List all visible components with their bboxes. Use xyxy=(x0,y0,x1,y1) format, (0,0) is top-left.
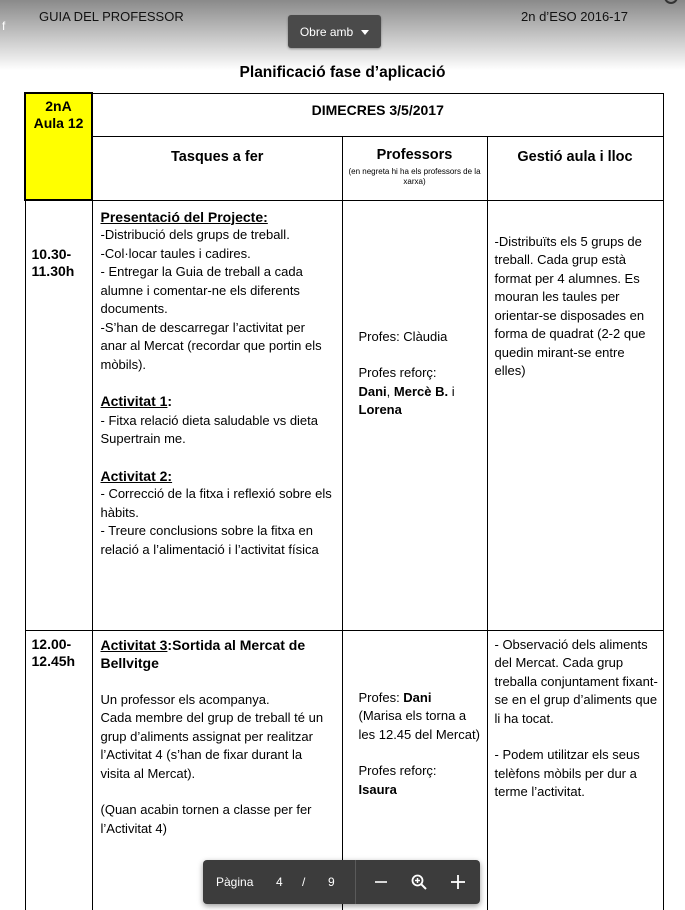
task-text: - Treure conclusions sobre la fitxa en relació a l’alimentació i l’activitat física xyxy=(100,523,319,557)
column-header-teachers-note: (en negreta hi ha els professors de la xarxa) xyxy=(348,167,481,186)
teacher-name: Dani xyxy=(403,689,432,705)
class-name: 2nA xyxy=(45,98,72,114)
zoom-out-button[interactable] xyxy=(369,870,393,894)
time-start: 10.30- xyxy=(31,246,72,262)
teachers-support-label: Profes reforç: xyxy=(358,763,437,778)
page-label: Pàgina xyxy=(216,875,254,889)
task-text: -Col·locar taules i cadires. xyxy=(100,245,251,261)
teachers-support-names xyxy=(359,383,482,420)
column-header-management: Gestió aula i lloc xyxy=(487,136,663,200)
zoom-out-icon xyxy=(374,875,388,889)
task-heading xyxy=(101,392,335,412)
task-text: Cada membre del grup de treball té un grup d’aliments assignat per realitzar l’Activitat 4 (s’han de fixar durant la visita al Mercat). xyxy=(100,710,324,781)
class-cell xyxy=(25,93,92,200)
task-text: -S’han de descarregar l’activitat per anar al Mercat (recordar que portin els mòbils). xyxy=(100,319,322,372)
current-page-number[interactable]: 4 xyxy=(276,875,283,889)
zoom-icon xyxy=(410,873,428,891)
management-text: - Observació dels aliments del Mercat. Cada grup treballa conjuntament fixant-se en el grup d’aliments que li ha tocat. xyxy=(494,636,658,726)
teachers-main xyxy=(359,689,482,708)
time-cell xyxy=(25,200,92,630)
teachers-note: (Marisa els torna a les 12.45 del Mercat) xyxy=(358,708,480,742)
time-end: 11.30h xyxy=(31,263,75,279)
time-start: 12.00- xyxy=(31,635,72,652)
teachers-cell xyxy=(342,200,487,630)
management-text: - Podem utilitzar els seus telèfons mòbils per dur a terme l’activitat. xyxy=(494,747,640,799)
tasks-cell xyxy=(92,200,342,630)
task-heading-underlined: Activitat 1 xyxy=(100,393,168,409)
left-truncated-text: f xyxy=(2,19,6,33)
classroom-name: Aula 12 xyxy=(33,115,84,131)
document-header-right: 2n d’ESO 2016-17 xyxy=(521,9,628,24)
chevron-down-icon xyxy=(361,30,369,35)
pager-divider xyxy=(355,860,356,904)
name-separator: , xyxy=(386,383,394,399)
open-with-label: Obre amb xyxy=(299,24,354,39)
column-header-tasks: Tasques a fer xyxy=(92,136,342,200)
page-navigation-bar xyxy=(203,860,480,904)
day-header: DIMECRES 3/5/2017 xyxy=(92,93,663,136)
zoom-button[interactable] xyxy=(407,870,431,894)
task-text: Un professor els acompanya. xyxy=(100,691,270,707)
name-separator: i xyxy=(448,383,455,399)
zoom-in-button[interactable] xyxy=(446,870,470,894)
column-header-teachers-label: Professors xyxy=(376,146,453,163)
zoom-in-icon xyxy=(450,874,466,890)
task-text: - Fitxa relació dieta saludable vs dieta Supertrain me. xyxy=(100,412,319,446)
viewer-top-bar xyxy=(0,0,685,70)
task-text: -Distribució dels grups de treball. xyxy=(100,227,290,242)
task-text: - Correcció de la fitxa i reflexió sobre els hàbits. xyxy=(100,486,332,520)
support-teacher-name: Lorena xyxy=(358,402,402,417)
teachers-prefix: Profes: xyxy=(358,689,404,705)
task-text: - Entregar la Guia de treball a cada alumne i comentar-ne els diferents documents. xyxy=(100,264,303,316)
page-separator: / xyxy=(302,875,306,889)
support-teacher-name: Mercè B. xyxy=(393,383,449,399)
total-pages: 9 xyxy=(328,875,335,889)
time-end: 12.45h xyxy=(31,652,76,669)
management-cell: -Distribuïts els 5 grups de treball. Cada grup està format per 4 alumnes. Es mouran les taules per orientar-se disposades en forma de quadrat (2-2 que quedin mirant-se entre elles) xyxy=(487,200,663,630)
support-teacher-name: Dani xyxy=(358,383,387,399)
page-title: Planificació fase d’aplicació xyxy=(239,64,446,81)
open-with-button[interactable] xyxy=(288,15,381,48)
task-heading-suffix: : xyxy=(167,393,173,409)
teachers-support-label: Profes reforç: xyxy=(358,365,437,380)
time-cell xyxy=(25,630,92,910)
planning-table xyxy=(24,92,664,910)
document-header-left: GUIA DEL PROFESSOR xyxy=(39,9,184,24)
management-cell xyxy=(487,630,663,910)
task-heading-underlined: Activitat 3 xyxy=(100,636,168,653)
task-heading-rest: :Sortida al Mercat de Bellvitge xyxy=(100,636,306,671)
column-header-teachers xyxy=(342,136,487,200)
task-heading xyxy=(101,636,335,673)
header-logo-mark xyxy=(664,0,678,4)
task-heading: Presentació del Projecte: xyxy=(100,208,268,225)
task-text: (Quan acabin tornen a classe per fer l’Activitat 4) xyxy=(100,802,312,836)
task-heading: Activitat 2: xyxy=(100,467,173,484)
support-teacher-name: Isaura xyxy=(358,781,397,797)
teachers-main: Profes: Clàudia xyxy=(358,328,448,344)
